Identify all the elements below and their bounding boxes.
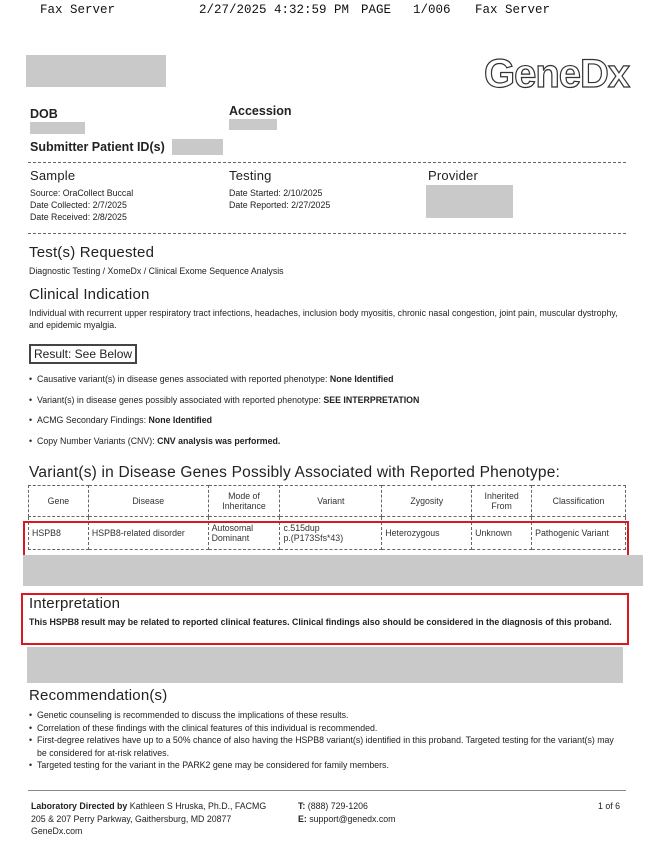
- footer-lab: Laboratory Directed by Kathleen S Hruska, Ph.D., FACMG 205 & 207 Perry Parkway, Gaithersburg, MD 20877 GeneDx.com: [31, 801, 267, 836]
- cell-zygosity: Heterozygous: [382, 517, 472, 550]
- result-item: • Copy Number Variants (CNV): CNV analysis was performed.: [29, 436, 629, 457]
- sample-title: Sample: [30, 168, 76, 183]
- cell-inherited-from: Unknown: [472, 517, 532, 550]
- testing-started: Date Started: 2/10/2025: [229, 188, 323, 198]
- variants-title: Variant(s) in Disease Genes Possibly Associated with Reported Phenotype:: [29, 464, 561, 481]
- header-zygosity: Zygosity: [382, 486, 472, 517]
- variants-header-row: [29, 486, 626, 517]
- recommendation-item: • Genetic counseling is recommended to discuss the implications of these results.: [29, 709, 619, 722]
- genedx-logo: GeneDx: [484, 52, 630, 96]
- tests-requested-title: Test(s) Requested: [29, 244, 155, 261]
- result-item: • ACMG Secondary Findings: None Identified: [29, 415, 629, 436]
- sample-source: Source: OraCollect Buccal: [30, 188, 134, 198]
- fax-header-right: Fax Server: [475, 3, 551, 17]
- redacted-block: [27, 647, 623, 683]
- redacted-accession: [229, 119, 277, 130]
- result-item: • Variant(s) in disease genes possibly associated with reported phenotype: SEE INTERPRETATION: [29, 395, 629, 416]
- footer-contact: T: (888) 729-1206 E: support@genedx.com: [298, 801, 396, 824]
- sample-collected: Date Collected: 2/7/2025: [30, 200, 127, 210]
- cell-disease: HSPB8-related disorder: [88, 517, 208, 550]
- variant-row-highlight: [23, 521, 629, 558]
- fax-header-page-label: PAGE: [361, 3, 392, 17]
- result-list: [29, 374, 629, 456]
- result-box: Result: See Below: [29, 344, 137, 364]
- header-inherited-from: Inherited From: [472, 486, 532, 517]
- redacted-block: [23, 555, 643, 586]
- recommendation-item: • First-degree relatives have up to a 50% chance of also having the HSPB8 variant(s) identified in this proband. Targeted testing for the variant(s) may be considered for at-risk relatives.: [29, 734, 619, 759]
- accession-label: Accession: [229, 104, 292, 118]
- tests-requested-text: Diagnostic Testing / XomeDx / Clinical Exome Sequence Analysis: [29, 266, 284, 276]
- recommendation-item: • Targeted testing for the variant in the PARK2 gene may be considered for family members.: [29, 759, 619, 772]
- cell-classification: Pathogenic Variant: [532, 517, 626, 550]
- redacted-provider: [426, 185, 513, 218]
- divider: [28, 162, 626, 163]
- redacted-dob: [30, 122, 85, 134]
- fax-header-left: Fax Server: [40, 3, 116, 17]
- redacted-patient-name: [26, 55, 166, 87]
- sample-received: Date Received: 2/8/2025: [30, 212, 127, 222]
- header-variant: Variant: [280, 486, 382, 517]
- redacted-submitter-id: [172, 139, 223, 155]
- interpretation-title: Interpretation: [29, 595, 121, 612]
- fax-header-datetime: 2/27/2025 4:32:59 PM: [199, 3, 350, 17]
- testing-reported: Date Reported: 2/27/2025: [229, 200, 331, 210]
- fax-header-page-num: 1/006: [413, 3, 451, 17]
- provider-title: Provider: [428, 168, 479, 183]
- clinical-indication-title: Clinical Indication: [29, 286, 150, 303]
- recommendation-item: • Correlation of these findings with the clinical features of this individual is recommended.: [29, 722, 619, 735]
- divider: [28, 233, 626, 234]
- testing-title: Testing: [229, 168, 272, 183]
- header-inheritance: Mode of Inheritance: [208, 486, 280, 517]
- submitter-label: Submitter Patient ID(s): [30, 140, 165, 154]
- header-gene: Gene: [29, 486, 89, 517]
- recommendations-title: Recommendation(s): [29, 687, 168, 704]
- divider: [28, 790, 626, 791]
- cell-gene: HSPB8: [29, 517, 89, 550]
- clinical-indication-text: Individual with recurrent upper respiratory tract infections, headaches, inclusion body myositis, chronic nasal congestion, joint pain, muscular dystrophy, and epidemic myalgia.: [29, 308, 618, 330]
- header-classification: Classification: [532, 486, 626, 517]
- header-disease: Disease: [88, 486, 208, 517]
- footer-page-number: 1 of 6: [598, 801, 621, 811]
- cell-inheritance: Autosomal Dominant: [208, 517, 280, 550]
- dob-label: DOB: [30, 107, 58, 121]
- recommendations-list: [29, 709, 619, 772]
- cell-variant: c.515dup p.(P173Sfs*43): [280, 517, 382, 550]
- interpretation-text: This HSPB8 result may be related to reported clinical features. Clinical findings also should be considered in the diagnosis of this proband.: [29, 617, 612, 627]
- result-item: • Causative variant(s) in disease genes associated with reported phenotype: None Identified: [29, 374, 629, 395]
